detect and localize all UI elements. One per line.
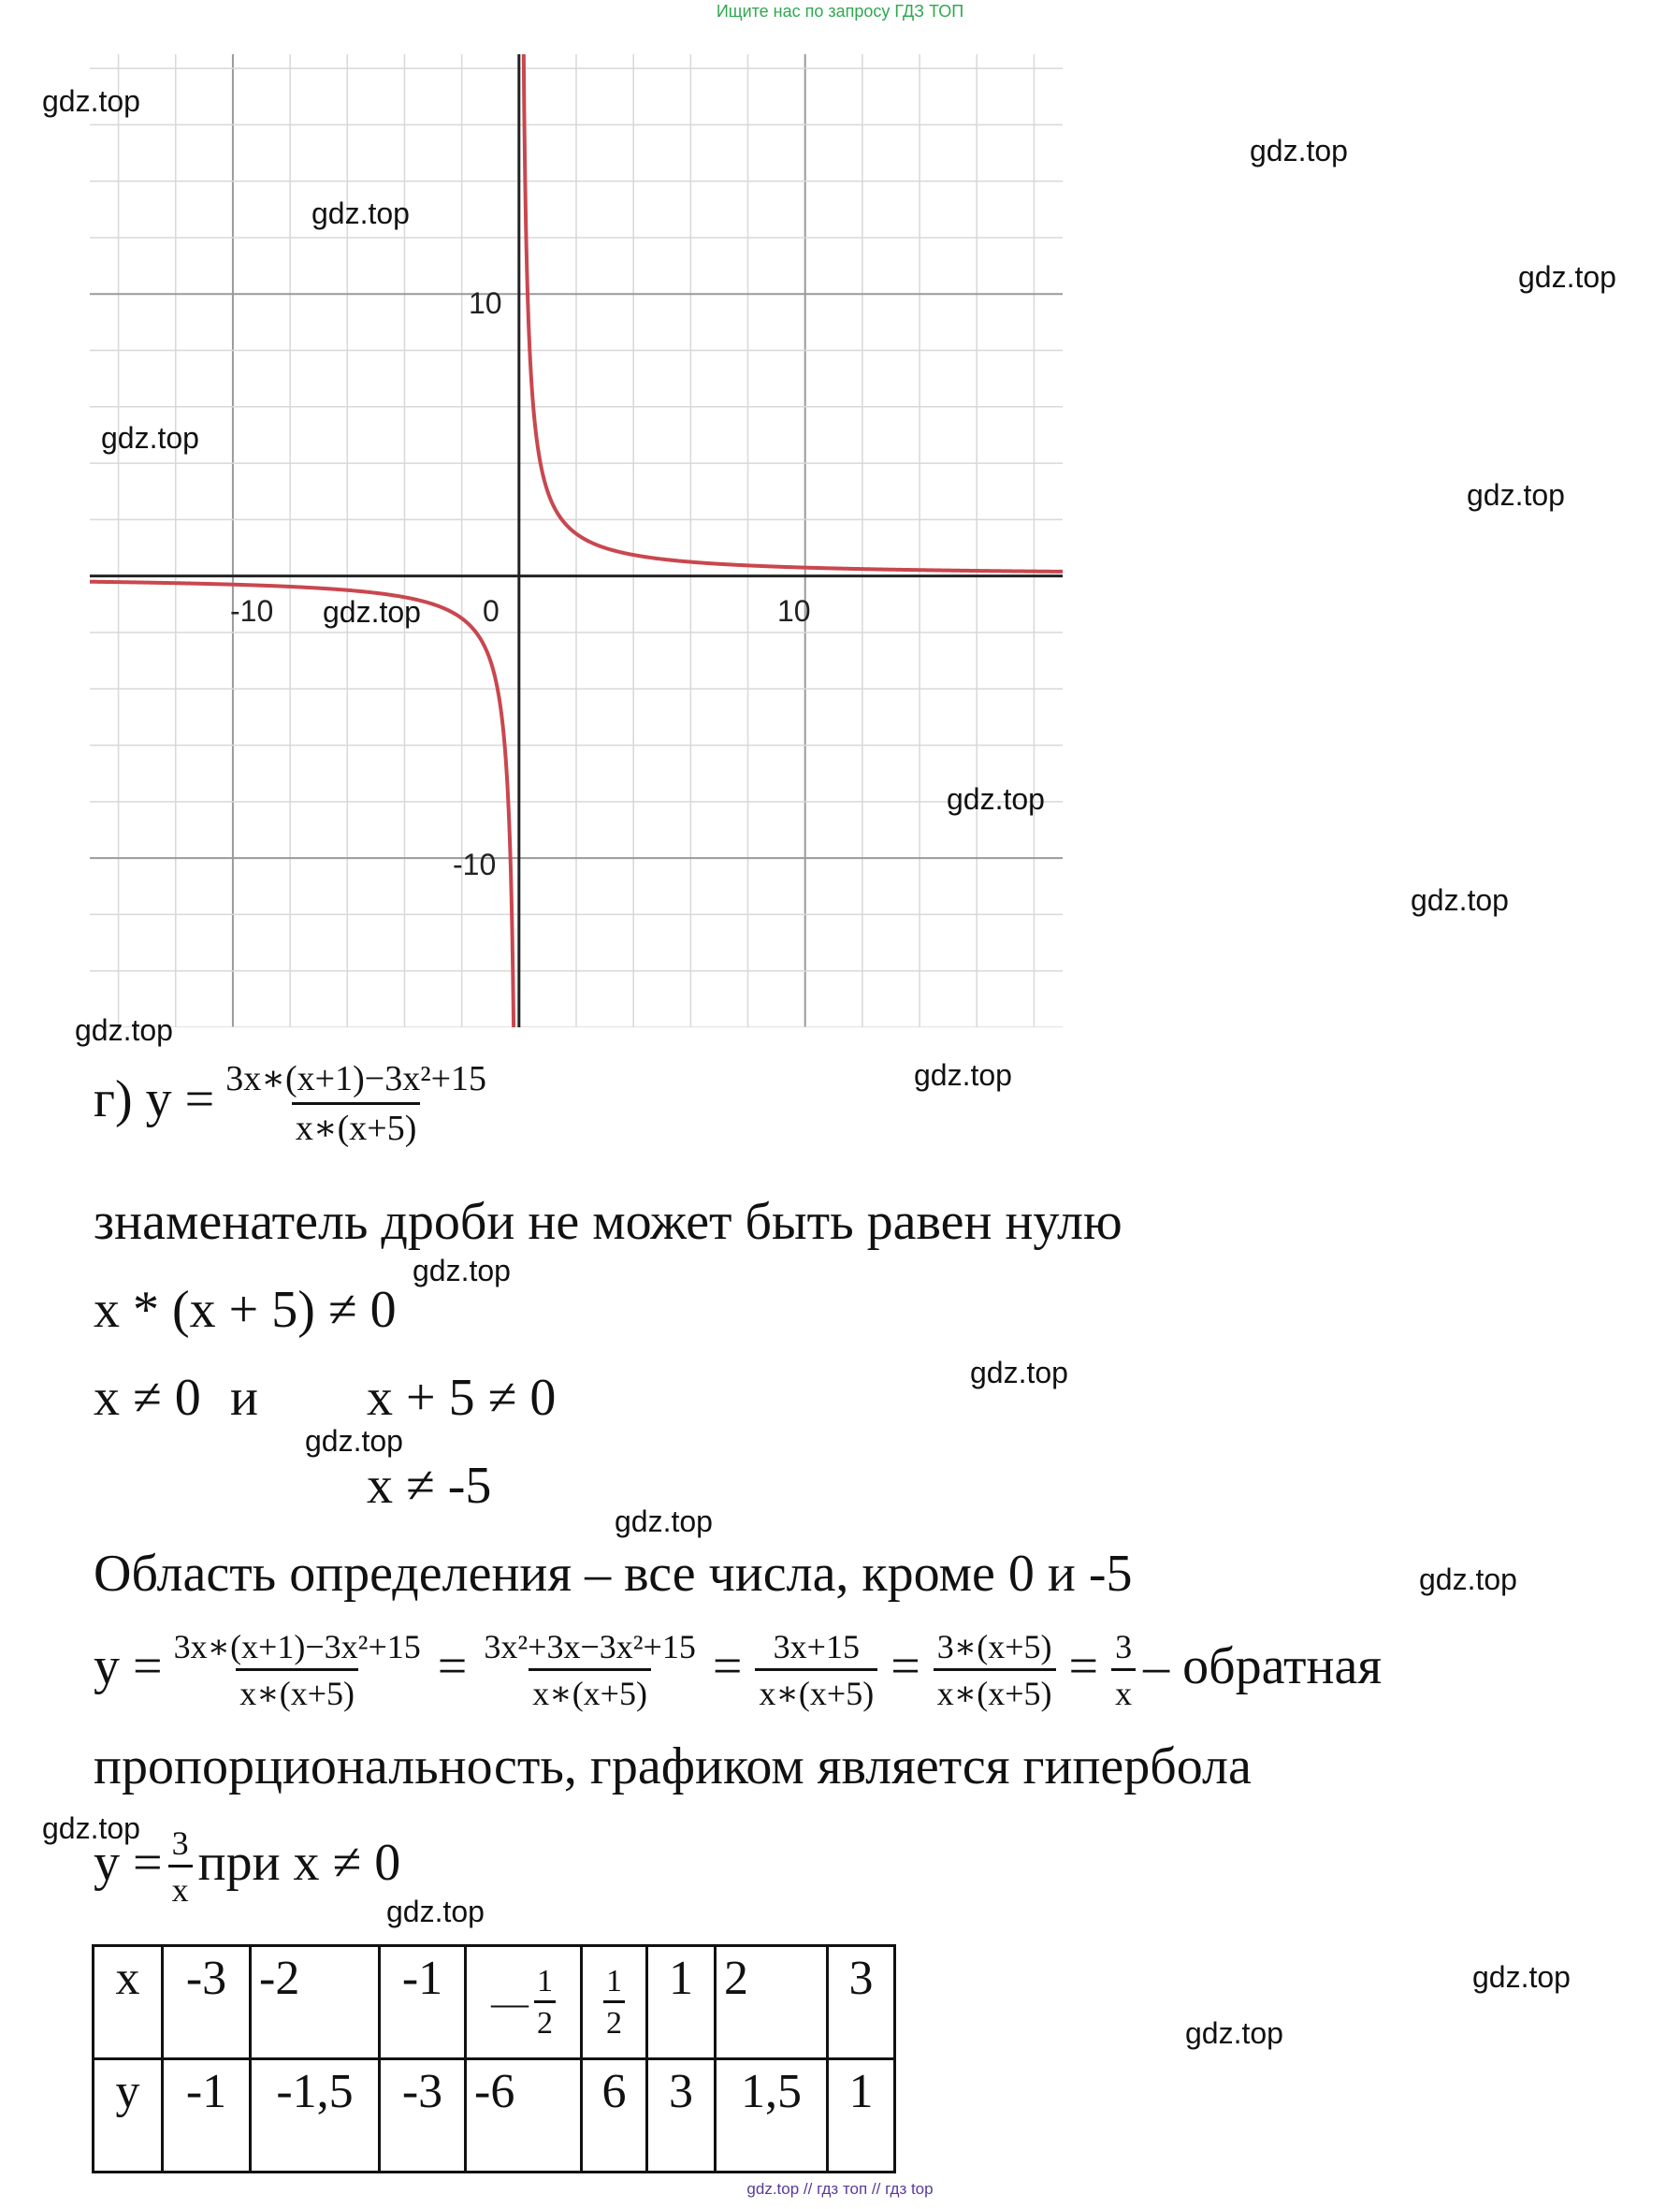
table-cell: 3 [647, 2059, 716, 2173]
table-cell: -1 [380, 1946, 466, 2059]
footer-links: gdz.top // гдз топ // гдз top [746, 2180, 934, 2198]
watermark: gdz.top [615, 1504, 713, 1538]
table-cell: 1,5 [716, 2059, 828, 2173]
watermark: gdz.top [1419, 1562, 1517, 1596]
table-cell: -3 [380, 2059, 466, 2173]
equals-sign: = [712, 1636, 743, 1695]
top-banner: Ищите нас по запросу ГДЗ ТОП [716, 2, 964, 21]
conclusion-text: пропорциональность, графиком является гипербола [94, 1737, 1252, 1795]
x-tick-label-neg10: -10 [230, 594, 274, 628]
watermark: gdz.top [1467, 478, 1565, 512]
fraction-den: 2 [606, 2006, 622, 2041]
hyperbola-branch-right [523, 54, 1063, 572]
condition-x-not-neg5: x ≠ -5 [367, 1457, 492, 1515]
simp-fraction-5-num: 3 [1115, 1628, 1133, 1665]
x-tick-label-0: 0 [483, 594, 500, 628]
final-numerator: 3 [171, 1824, 189, 1862]
final-condition: при x ≠ 0 [197, 1833, 401, 1892]
watermark: gdz.top [101, 421, 199, 455]
final-y: y = [94, 1833, 163, 1892]
watermark: gdz.top [1185, 2016, 1283, 2050]
table-cell: -2 [251, 1946, 380, 2059]
final-fraction [168, 1824, 193, 1911]
simp-fraction-1-num: 3x∗(x+1)−3x²+15 [173, 1628, 421, 1665]
equals-sign: = [437, 1636, 468, 1695]
simp-fraction-4-den: x∗(x+5) [934, 1668, 1056, 1713]
y-tick-label-neg10: -10 [453, 848, 497, 881]
values-table [92, 1944, 896, 2173]
grid-layer [90, 54, 1063, 1027]
table-cell: -1 [163, 2059, 251, 2173]
table-cell-y-label: y [94, 2059, 163, 2173]
watermark: gdz.top [305, 1424, 403, 1458]
fraction-den: 2 [537, 2006, 553, 2041]
denominator-condition: x * (x + 5) ≠ 0 [94, 1281, 397, 1339]
final-function [94, 1824, 400, 1911]
table-cell-x-label: x [94, 1946, 163, 2059]
given-denominator: x∗(x+5) [292, 1102, 421, 1150]
simp-fraction-4 [934, 1628, 1056, 1714]
given-function [94, 1059, 498, 1149]
simp-fraction-5-den: x [1111, 1668, 1136, 1713]
table-cell: -6 [466, 2059, 582, 2173]
fraction-half [534, 1964, 556, 2042]
hyperbola-branch-left [90, 582, 515, 1027]
y-tick-label-10: 10 [469, 286, 502, 320]
fraction-half [603, 1964, 625, 2042]
table-row-x [94, 1946, 895, 2059]
table-cell: 6 [582, 2059, 647, 2173]
condition-x-nonzero: x ≠ 0 [94, 1369, 201, 1427]
equals-sign: = [1068, 1636, 1099, 1695]
table-cell-neg-half [466, 1946, 582, 2059]
watermark: gdz.top [947, 782, 1045, 816]
simp-y: y = [94, 1636, 163, 1695]
table-cell-half [582, 1946, 647, 2059]
simp-fraction-3-num: 3x+15 [773, 1628, 860, 1665]
watermark: gdz.top [1411, 883, 1509, 917]
table-cell: -1,5 [251, 2059, 380, 2173]
condition-and: и [230, 1369, 258, 1427]
minus-sign: — [491, 1981, 529, 2024]
given-numerator: 3x∗(x+1)−3x²+15 [225, 1059, 487, 1098]
simp-fraction-2-den: x∗(x+5) [529, 1668, 651, 1713]
simp-fraction-1 [170, 1628, 425, 1714]
watermark: gdz.top [42, 1811, 140, 1845]
simp-tail: – обратная [1143, 1636, 1383, 1695]
denominator-statement: знаменатель дроби не может быть равен нулю [94, 1193, 1122, 1251]
simplification-chain [94, 1628, 1382, 1714]
watermark: gdz.top [311, 196, 410, 230]
table-cell: 2 [716, 1946, 828, 2059]
simp-fraction-1-den: x∗(x+5) [236, 1668, 358, 1713]
watermark: gdz.top [1518, 260, 1616, 294]
table-cell: 3 [828, 1946, 895, 2059]
given-fraction [222, 1059, 490, 1149]
simp-fraction-2 [480, 1628, 700, 1714]
watermark: gdz.top [42, 84, 140, 118]
table-cell: -3 [163, 1946, 251, 2059]
equals-sign: = [891, 1636, 920, 1695]
simp-fraction-3 [755, 1628, 877, 1714]
table-cell: 1 [647, 1946, 716, 2059]
simp-fraction-2-num: 3x²+3x−3x²+15 [484, 1628, 696, 1665]
table-row-y [94, 2059, 895, 2173]
final-denominator: x [168, 1865, 193, 1910]
watermark: gdz.top [386, 1895, 485, 1928]
simp-fraction-4-num: 3∗(x+5) [936, 1628, 1052, 1665]
simp-fraction-5 [1111, 1628, 1136, 1714]
part-label: г) y = [94, 1070, 215, 1129]
simp-fraction-3-den: x∗(x+5) [755, 1668, 877, 1713]
domain-statement: Область определения – все числа, кроме 0 и -5 [94, 1545, 1133, 1603]
fraction-num: 1 [603, 1964, 625, 2003]
condition-x-plus-5: x + 5 ≠ 0 [367, 1369, 557, 1427]
watermark: gdz.top [323, 595, 421, 629]
watermark: gdz.top [75, 1013, 173, 1047]
watermark: gdz.top [1250, 134, 1348, 167]
fraction-num: 1 [534, 1964, 556, 2003]
watermark: gdz.top [914, 1058, 1012, 1092]
hyperbola-graph [90, 54, 1063, 1027]
x-tick-label-10: 10 [777, 594, 811, 628]
watermark: gdz.top [1472, 1960, 1571, 1994]
table-cell: 1 [828, 2059, 895, 2173]
watermark: gdz.top [413, 1254, 511, 1287]
watermark: gdz.top [970, 1356, 1068, 1389]
